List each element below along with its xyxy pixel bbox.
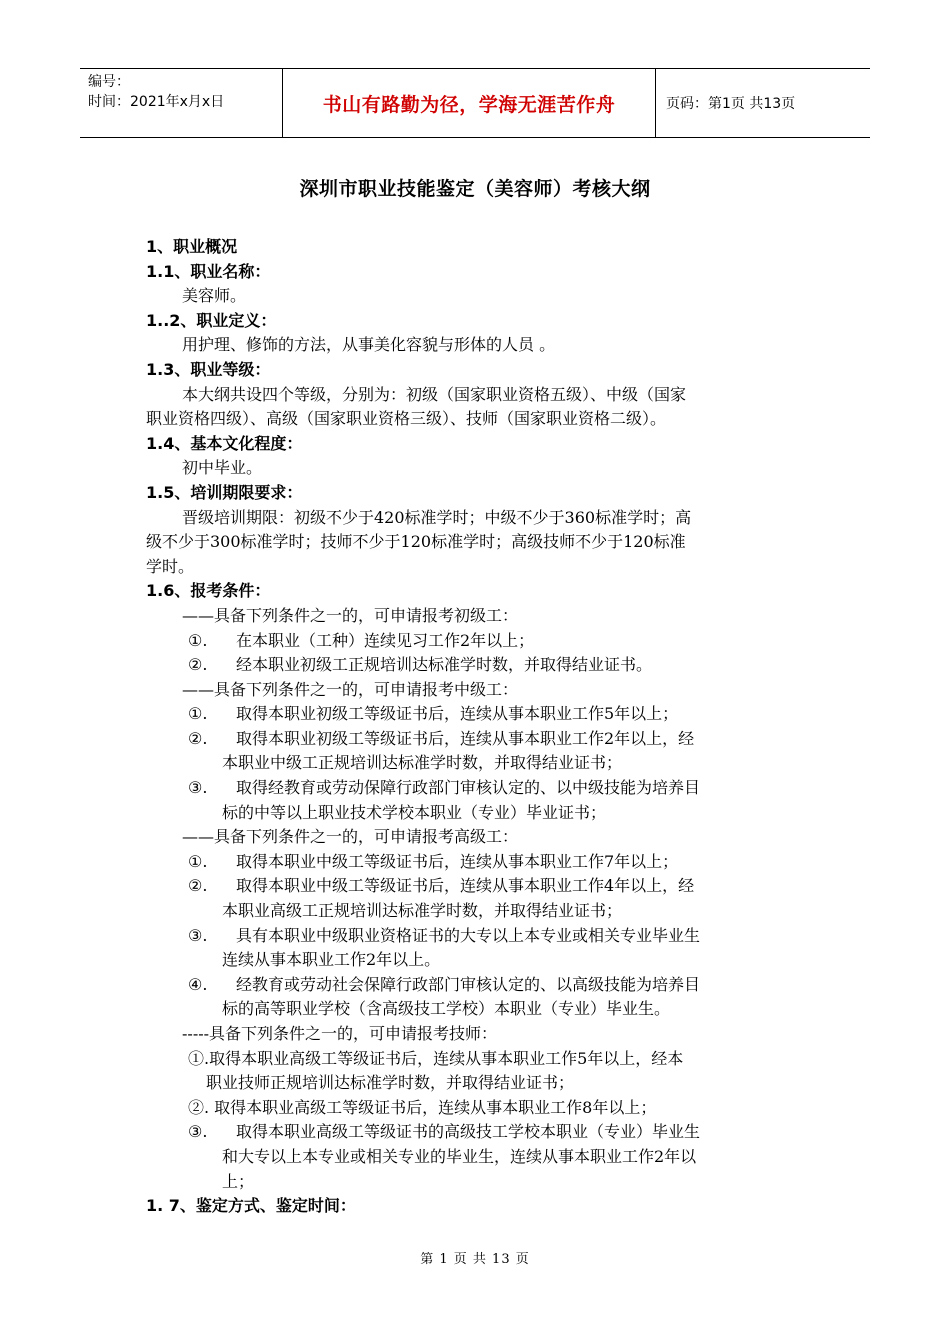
paragraph: 职业资格四级）、高级（国家职业资格三级）、技师（国家职业资格二级）。: [146, 409, 667, 429]
item-text-cont: 连续从事本职业工作2年以上。: [222, 950, 441, 970]
item-text: 经本职业初级工正规培训达标准学时数，并取得结业证书。: [236, 655, 653, 675]
list-item: [146, 653, 810, 678]
list-item: ②. 取得本职业高级工等级证书后，连续从事本职业工作8年以上；: [188, 1097, 657, 1117]
item-text: 具有本职业中级职业资格证书的大专以上本专业或相关专业毕业生: [236, 925, 701, 945]
item-text-cont: 本职业高级工正规培训达标准学时数，并取得结业证书；: [222, 901, 623, 921]
list-item: [146, 727, 810, 776]
item-number: ③.: [188, 778, 208, 798]
item-number: ③.: [188, 925, 208, 945]
item-text: 取得本职业中级工等级证书后，连续从事本职业工作7年以上；: [236, 851, 679, 871]
header-number: 编号：: [88, 74, 130, 90]
section-heading: 1. 7、鉴定方式、鉴定时间：: [146, 1196, 356, 1216]
item-number: ②.: [188, 876, 208, 896]
list-item: [146, 973, 810, 1022]
section-heading: 1、职业概况: [146, 237, 238, 256]
item-text-cont: 本职业中级工正规培训达标准学时数，并取得结业证书；: [222, 753, 623, 773]
condition-intro: -----具备下列条件之一的，可申请报考技师：: [182, 1024, 498, 1043]
section-heading: 1.6、报考条件：: [146, 581, 271, 601]
item-text: 经教育或劳动社会保障行政部门审核认定的、以高级技能为培养目: [236, 974, 701, 994]
header-motto: 书山有路勤为径，学海无涯苦作舟: [283, 69, 656, 137]
item-text: 取得本职业初级工等级证书后，连续从事本职业工作5年以上；: [236, 704, 679, 724]
item-number: ①.: [188, 630, 208, 650]
paragraph: 本大纲共设四个等级，分别为：初级（国家职业资格五级）、中级（国家: [182, 384, 687, 404]
paragraph: 晋级培训期限：初级不少于420标准学时；中级不少于360标准学时；高: [182, 507, 692, 527]
list-item: ①.取得本职业高级工等级证书后，连续从事本职业工作5年以上，经本: [188, 1048, 684, 1068]
list-item: [146, 1120, 810, 1194]
page-footer: 第 1 页 共 13 页: [420, 1252, 530, 1267]
item-text-cont: 职业技师正规培训达标准学时数，并取得结业证书；: [206, 1073, 575, 1093]
section-heading: 1.4、基本文化程度：: [146, 433, 303, 453]
section-heading: 1.3、职业等级：: [146, 359, 271, 379]
item-number: ④.: [188, 974, 208, 994]
item-number: ③.: [188, 1122, 208, 1142]
item-number: ①.: [188, 704, 208, 724]
item-text-cont: 和大专以上本专业或相关专业的毕业生，连续从事本职业工作2年以: [222, 1146, 697, 1166]
list-item: [146, 702, 810, 727]
condition-intro: ——具备下列条件之一的，可申请报考初级工：: [182, 605, 519, 625]
item-text-cont: 上；: [222, 1171, 255, 1191]
section-heading: 1..2、职业定义：: [146, 310, 277, 330]
item-number: ①.: [188, 851, 208, 871]
section-heading: 1.5、培训期限要求：: [146, 482, 303, 502]
item-text: 取得本职业高级工等级证书的高级技工学校本职业（专业）毕业生: [236, 1122, 701, 1142]
document-title: 深圳市职业技能鉴定（美容师）考核大纲: [299, 178, 651, 200]
list-item: [146, 776, 810, 825]
section-heading: 1.1、职业名称：: [146, 261, 271, 281]
item-text: 取得本职业初级工等级证书后，连续从事本职业工作2年以上，经: [236, 728, 695, 748]
list-item: [146, 629, 810, 654]
item-number: ②.: [188, 728, 208, 748]
document-header: [80, 68, 870, 138]
item-text: 在本职业（工种）连续见习工作2年以上；: [236, 630, 535, 650]
header-page-info: 页码：第1页 共13页: [666, 96, 796, 112]
item-text-cont: 标的高等职业学校（含高级技工学校）本职业（专业）毕业生。: [222, 999, 671, 1019]
item-text: 取得本职业中级工等级证书后，连续从事本职业工作4年以上，经: [236, 876, 695, 896]
list-item: [146, 874, 810, 923]
list-item: [146, 850, 810, 875]
condition-intro: ——具备下列条件之一的，可申请报考中级工：: [182, 679, 519, 699]
list-item: [146, 924, 810, 973]
document-body: [146, 235, 810, 1219]
item-number: ②.: [188, 655, 208, 675]
paragraph: 用护理、修饰的方法，从事美化容貌与形体的人员 。: [182, 335, 556, 355]
header-time: 时间：2021年x月x日: [88, 94, 225, 110]
paragraph: 学时。: [146, 556, 195, 576]
paragraph: 级不少于300标准学时；技师不少于120标准学时；高级技师不少于120标准: [146, 532, 686, 552]
paragraph: 美容师。: [182, 286, 247, 306]
header-meta: [80, 69, 283, 137]
item-text-cont: 标的中等以上职业技术学校本职业（专业）毕业证书；: [222, 802, 607, 822]
item-text: 取得经教育或劳动保障行政部门审核认定的、以中级技能为培养目: [236, 778, 701, 798]
condition-intro: ——具备下列条件之一的，可申请报考高级工：: [182, 827, 519, 847]
paragraph: 初中毕业。: [182, 458, 263, 478]
